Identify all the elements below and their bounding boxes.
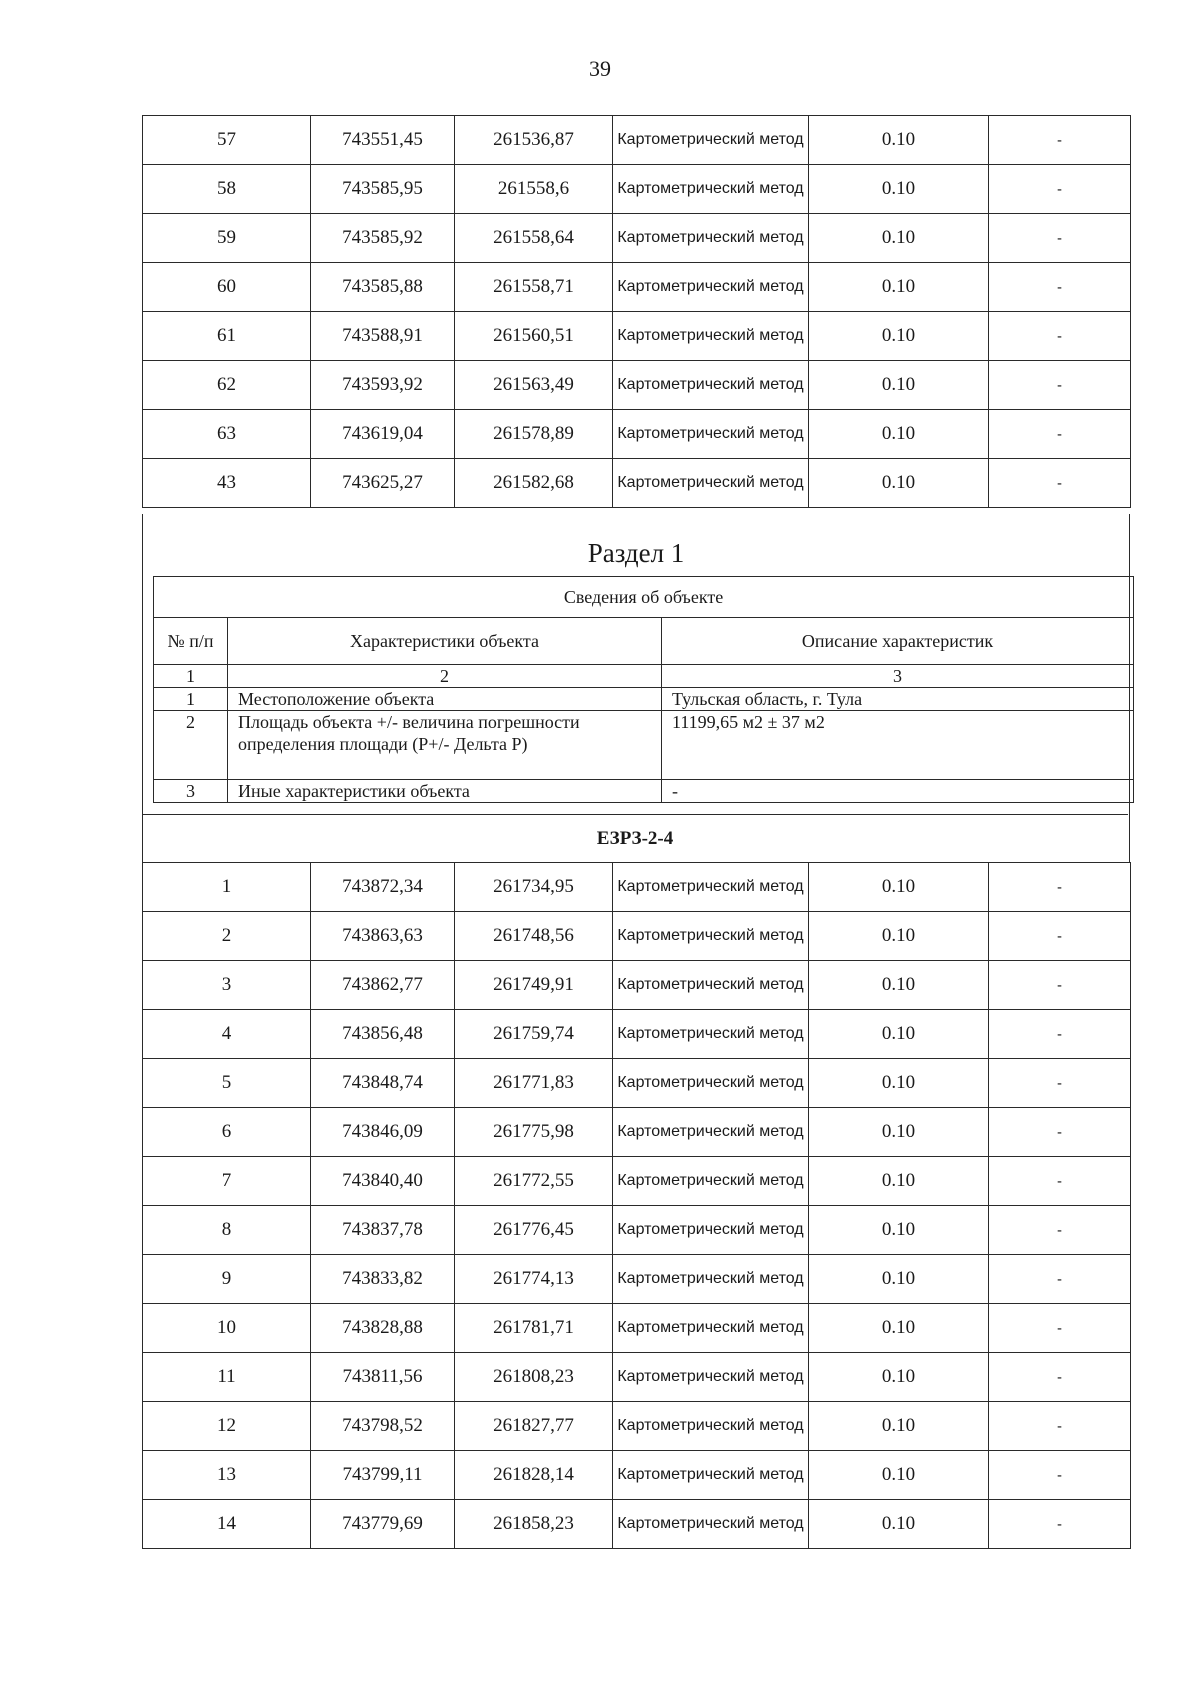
coord-x: 743779,69: [311, 1500, 455, 1549]
note: -: [989, 1255, 1131, 1304]
note: -: [989, 214, 1131, 263]
info-num: 3: [154, 780, 228, 803]
point-number: 8: [143, 1206, 311, 1255]
note: -: [989, 1108, 1131, 1157]
method: Картометрический метод: [613, 116, 809, 165]
table-row: [143, 361, 1131, 410]
table-row: [143, 1304, 1131, 1353]
method: Картометрический метод: [613, 1500, 809, 1549]
point-number: 14: [143, 1500, 311, 1549]
method: Картометрический метод: [613, 1255, 809, 1304]
accuracy: 0.10: [809, 1010, 989, 1059]
info-value: Тульская область, г. Тула: [662, 688, 1134, 711]
coord-y: 261808,23: [455, 1353, 613, 1402]
table-row: [143, 165, 1131, 214]
info-num: 1: [154, 688, 228, 711]
method: Картометрический метод: [613, 912, 809, 961]
coord-y: 261781,71: [455, 1304, 613, 1353]
coord-x: 743619,04: [311, 410, 455, 459]
note: -: [989, 410, 1131, 459]
table-row: [143, 214, 1131, 263]
method: Картометрический метод: [613, 312, 809, 361]
point-number: 6: [143, 1108, 311, 1157]
coord-y: 261536,87: [455, 116, 613, 165]
method: Картометрический метод: [613, 1353, 809, 1402]
point-number: 4: [143, 1010, 311, 1059]
coord-y: 261582,68: [455, 459, 613, 508]
table-row: [143, 263, 1131, 312]
table-row: [143, 1255, 1131, 1304]
point-number: 9: [143, 1255, 311, 1304]
info-name: Иные характеристики объекта: [228, 780, 662, 803]
info-header-row: [154, 618, 1134, 665]
method: Картометрический метод: [613, 1108, 809, 1157]
accuracy: 0.10: [809, 312, 989, 361]
note: -: [989, 361, 1131, 410]
coord-x: 743863,63: [311, 912, 455, 961]
coord-y: 261558,64: [455, 214, 613, 263]
note: -: [989, 1500, 1131, 1549]
method: Картометрический метод: [613, 1157, 809, 1206]
note: -: [989, 312, 1131, 361]
method: Картометрический метод: [613, 165, 809, 214]
method: Картометрический метод: [613, 410, 809, 459]
table-row: [143, 1010, 1131, 1059]
note: -: [989, 863, 1131, 912]
accuracy: 0.10: [809, 1500, 989, 1549]
note: -: [989, 1304, 1131, 1353]
method: Картометрический метод: [613, 961, 809, 1010]
page-number: 39: [589, 56, 611, 81]
table-row: [143, 1402, 1131, 1451]
coord-y: 261827,77: [455, 1402, 613, 1451]
coord-x: 743585,88: [311, 263, 455, 312]
index-cell: 2: [228, 665, 662, 688]
method: Картометрический метод: [613, 1206, 809, 1255]
index-cell: 3: [662, 665, 1134, 688]
note: -: [989, 1157, 1131, 1206]
info-value: -: [662, 780, 1134, 803]
point-number: 7: [143, 1157, 311, 1206]
header-num: № п/п: [154, 618, 228, 665]
accuracy: 0.10: [809, 459, 989, 508]
table-row: [143, 116, 1131, 165]
point-number: 43: [143, 459, 311, 508]
coord-x: 743856,48: [311, 1010, 455, 1059]
method: Картометрический метод: [613, 1451, 809, 1500]
section-title: Раздел 1: [587, 538, 685, 568]
method: Картометрический метод: [613, 1059, 809, 1108]
coord-y: 261748,56: [455, 912, 613, 961]
coord-y: 261858,23: [455, 1500, 613, 1549]
info-row: [154, 780, 1134, 803]
coord-y: 261759,74: [455, 1010, 613, 1059]
accuracy: 0.10: [809, 410, 989, 459]
coord-x: 743828,88: [311, 1304, 455, 1353]
table-row: [143, 459, 1131, 508]
coord-y: 261563,49: [455, 361, 613, 410]
accuracy: 0.10: [809, 116, 989, 165]
note: -: [989, 1402, 1131, 1451]
info-name: Местоположение объекта: [228, 688, 662, 711]
note: -: [989, 1451, 1131, 1500]
accuracy: 0.10: [809, 1255, 989, 1304]
point-number: 63: [143, 410, 311, 459]
coord-y: 261776,45: [455, 1206, 613, 1255]
note: -: [989, 1353, 1131, 1402]
accuracy: 0.10: [809, 1304, 989, 1353]
table-row: [143, 863, 1131, 912]
point-number: 11: [143, 1353, 311, 1402]
note: -: [989, 1059, 1131, 1108]
accuracy: 0.10: [809, 1353, 989, 1402]
point-number: 12: [143, 1402, 311, 1451]
object-info-table: [153, 576, 1134, 803]
note: -: [989, 459, 1131, 508]
coordinates-table-top: [142, 115, 1131, 508]
note: -: [989, 263, 1131, 312]
header-characteristics: Характеристики объекта: [228, 618, 662, 665]
coord-x: 743799,11: [311, 1451, 455, 1500]
method: Картометрический метод: [613, 863, 809, 912]
method: Картометрический метод: [613, 214, 809, 263]
coord-x: 743551,45: [311, 116, 455, 165]
info-index-row: [154, 665, 1134, 688]
info-value: 11199,65 м2 ± 37 м2: [662, 711, 1134, 780]
coord-y: 261749,91: [455, 961, 613, 1010]
coord-x: 743840,40: [311, 1157, 455, 1206]
coord-x: 743833,82: [311, 1255, 455, 1304]
coord-y: 261558,71: [455, 263, 613, 312]
coord-y: 261560,51: [455, 312, 613, 361]
coord-x: 743837,78: [311, 1206, 455, 1255]
table-row: [143, 1353, 1131, 1402]
point-number: 5: [143, 1059, 311, 1108]
table-row: [143, 1206, 1131, 1255]
accuracy: 0.10: [809, 1157, 989, 1206]
accuracy: 0.10: [809, 263, 989, 312]
coord-x: 743846,09: [311, 1108, 455, 1157]
index-cell: 1: [154, 665, 228, 688]
table-row: [143, 961, 1131, 1010]
note: -: [989, 1010, 1131, 1059]
coord-x: 743798,52: [311, 1402, 455, 1451]
point-number: 13: [143, 1451, 311, 1500]
point-number: 3: [143, 961, 311, 1010]
point-number: 59: [143, 214, 311, 263]
accuracy: 0.10: [809, 1451, 989, 1500]
accuracy: 0.10: [809, 1059, 989, 1108]
coord-y: 261774,13: [455, 1255, 613, 1304]
accuracy: 0.10: [809, 863, 989, 912]
note: -: [989, 961, 1131, 1010]
coord-x: 743585,92: [311, 214, 455, 263]
coord-x: 743585,95: [311, 165, 455, 214]
accuracy: 0.10: [809, 214, 989, 263]
coord-y: 261558,6: [455, 165, 613, 214]
table-row: [143, 410, 1131, 459]
info-row: [154, 711, 1134, 780]
info-caption-row: [154, 577, 1134, 618]
point-number: 2: [143, 912, 311, 961]
method: Картометрический метод: [613, 1304, 809, 1353]
note: -: [989, 165, 1131, 214]
point-number: 1: [143, 863, 311, 912]
coord-y: 261772,55: [455, 1157, 613, 1206]
table-row: [143, 1451, 1131, 1500]
method: Картометрический метод: [613, 1010, 809, 1059]
info-num: 2: [154, 711, 228, 780]
accuracy: 0.10: [809, 912, 989, 961]
method: Картометрический метод: [613, 361, 809, 410]
method: Картометрический метод: [613, 459, 809, 508]
info-row: [154, 688, 1134, 711]
table-row: [143, 1108, 1131, 1157]
accuracy: 0.10: [809, 361, 989, 410]
coord-x: 743811,56: [311, 1353, 455, 1402]
table-row: [143, 1059, 1131, 1108]
coord-x: 743848,74: [311, 1059, 455, 1108]
note: -: [989, 912, 1131, 961]
coord-x: 743872,34: [311, 863, 455, 912]
point-number: 57: [143, 116, 311, 165]
accuracy: 0.10: [809, 1108, 989, 1157]
point-number: 62: [143, 361, 311, 410]
method: Картометрический метод: [613, 263, 809, 312]
coord-y: 261775,98: [455, 1108, 613, 1157]
method: Картометрический метод: [613, 1402, 809, 1451]
accuracy: 0.10: [809, 1206, 989, 1255]
coord-y: 261578,89: [455, 410, 613, 459]
point-number: 61: [143, 312, 311, 361]
coord-x: 743625,27: [311, 459, 455, 508]
coord-y: 261734,95: [455, 863, 613, 912]
table-row: [143, 1157, 1131, 1206]
note: -: [989, 116, 1131, 165]
coord-x: 743862,77: [311, 961, 455, 1010]
table-row: [143, 312, 1131, 361]
point-number: 60: [143, 263, 311, 312]
coord-y: 261828,14: [455, 1451, 613, 1500]
table-row: [143, 912, 1131, 961]
accuracy: 0.10: [809, 1402, 989, 1451]
coordinates-table-bottom: [142, 862, 1131, 1549]
info-caption: Сведения об объекте: [154, 577, 1134, 618]
zone-label: ЕЗРЗ-2-4: [142, 814, 1128, 863]
info-name: Площадь объекта +/- величина погрешности определения площади (Р+/- Дельта Р): [228, 711, 662, 780]
table-row: [143, 1500, 1131, 1549]
coord-x: 743593,92: [311, 361, 455, 410]
accuracy: 0.10: [809, 961, 989, 1010]
header-description: Описание характеристик: [662, 618, 1134, 665]
coord-x: 743588,91: [311, 312, 455, 361]
coord-y: 261771,83: [455, 1059, 613, 1108]
accuracy: 0.10: [809, 165, 989, 214]
point-number: 58: [143, 165, 311, 214]
point-number: 10: [143, 1304, 311, 1353]
note: -: [989, 1206, 1131, 1255]
